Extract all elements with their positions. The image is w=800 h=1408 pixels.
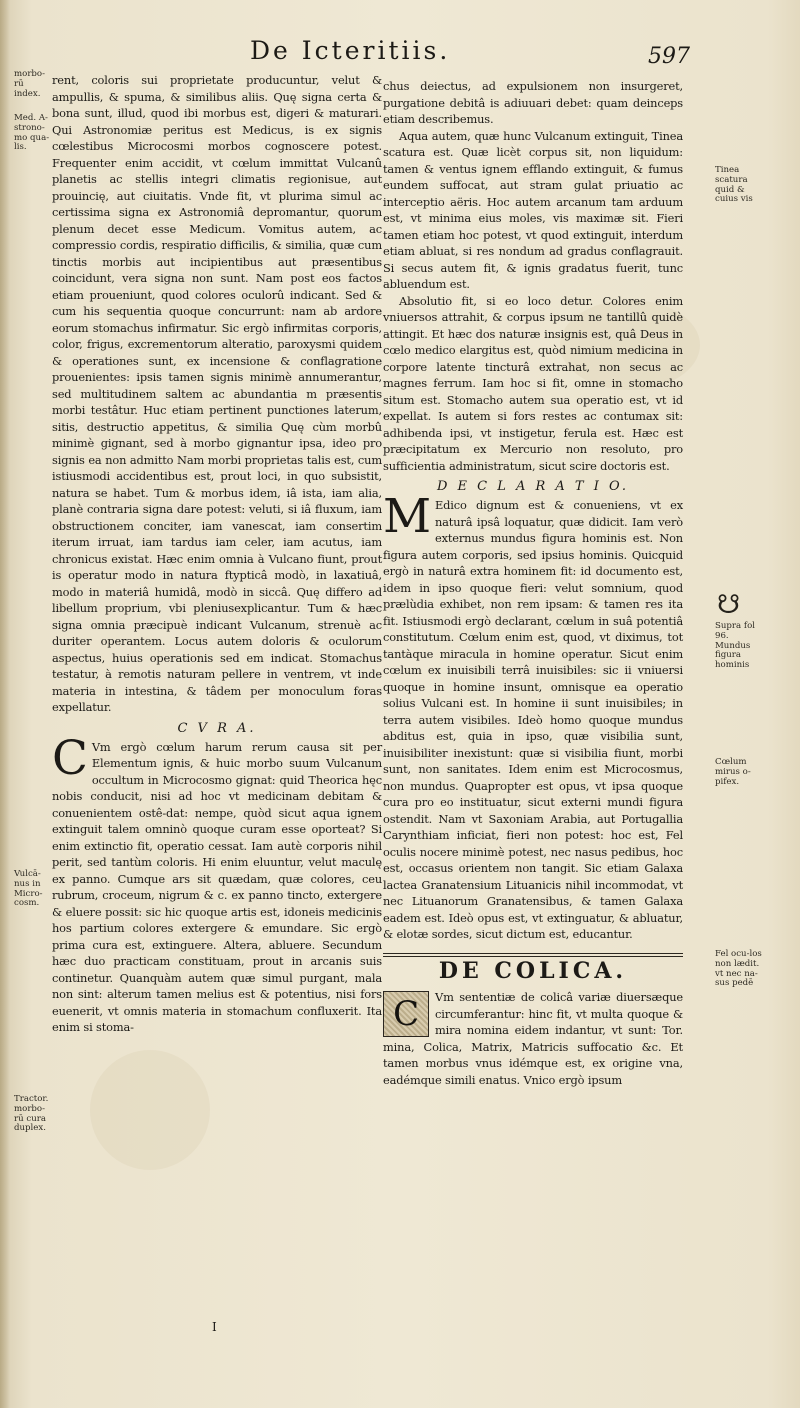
margin-note: morbo-rū index. bbox=[14, 69, 46, 99]
paragraph-declaratio bbox=[383, 489, 683, 943]
margin-note: Cœlum mirus o-pifex. bbox=[715, 757, 751, 787]
page-number: 597 bbox=[648, 44, 690, 69]
margin-note: Med. A-strono-mo qua-lis. bbox=[14, 113, 50, 153]
margin-note: Vulcā-nus in Micro-cosm. bbox=[14, 869, 43, 909]
drop-capital: C bbox=[52, 730, 88, 786]
signature-mark: I bbox=[212, 1320, 217, 1334]
drop-capital: M bbox=[383, 489, 431, 544]
section-heading-declaratio: D E C L A R A T I O. bbox=[436, 479, 630, 494]
paragraph: Absolutio fit, si eo loco detur. Colores enim vniuersos attrahit, & corpus ipsum ne tantillû quidè attingit. Et hæc dos naturæ insignis est, quâ Deus in cœlo medico elargitus est, quòd nimium medicina in corpore latente tincturâ extrahat, non secus ac magnes ferrum. Iam hoc si fit, omne in stomacho situm est. Stomacho autem sua operatio est, vt id expellat. Is autem si fors restes ac contumax sit: adhibenda ipsi, vt instigetur, ferula est. Hæc est præcipitatum ex Mercurio non resoluto, pro sufficientia administratum, sicut scire doctoris est. bbox=[383, 293, 683, 473]
astrological-symbol-icon: ☋ bbox=[717, 590, 741, 620]
chapter-heading-colica: DE COLICA. bbox=[438, 957, 628, 984]
margin-note: Supra fol 96. Mundus figura hominis bbox=[715, 621, 755, 671]
paragraph-text: Edico dignum est & conueniens, vt ex naturâ ipsâ loquatur, quæ didicit. Iam verò externus mundus figura hominis est. Non figura autem corporis, sed ipsius hominis. Quicquid ergò in naturâ extra hominem fit: id documento est, idem in ipso quoque fieri: velut somnium, quod prælùdia exhibet, non rem ipsam: & tamen res ita fit. Istiusmodi ergò declarant, cœlum in suâ potentiâ constitutum. Cœlum enim est, quod, vt diximus, tot tantàque miracula in homine operatur. Sicut enim cœlum ex inuisibili terrâ inuisibiles: sic ii vniuersi quoque in homine insunt, omnisque ea operatio solius Vulcani est. In homine ii sunt inuisibiles; in terra autem visibiles. Ideò homo quoque mundus abditus est, quia in ipso, quæ visibilia sunt, inuisibiliter inexistunt: quæ si visibilia fiunt, morbi sunt, non sanitates. Idem enim est Microcosmus, non mundus. Quapropter est opus, vt ipsa quoque cura pro eo instituatur, sicut externi mundi figura ostendit. Nam vt Saxoniam Arabia, aut Portugallia Carynthiam inficiat, fieri non potest: hoc est, Fel oculis nocere minimè potest, nec nasus pedibus, hoc est, occasus orientem non tangit. Sic etiam Galaxa lactea Granatensium Lituanicis nihil incommodat, vt nec Lituanorum Granatensibus, & tamen Galaxa eadem est. Ideò opus est, vt extinguatur, & abluatur, & elotæ sordes, sicut dictum est, educantur. bbox=[383, 498, 683, 941]
left-column bbox=[52, 72, 382, 1036]
gutter-shadow bbox=[0, 0, 10, 1408]
margin-note: Tinea scatura quid & cuius vis bbox=[715, 165, 753, 205]
page-header bbox=[250, 36, 690, 69]
paragraph: rent, coloris sui proprietate producuntur, velut & ampullis, & spuma, & similibus aliis. Quę signa certa & bona sunt, illud, quod ibi morbus est, digeri & maturari. Qui Astronomiæ peritus est Medicus, is ex signis cœlestibus Microcosmi morbos cognoscere potest. Frequenter enim accidit, vt cœlum immittat Vulcanû planetis ac stellis integri climatis regionisue, aut prouincię, aut ciuitatis. Vnde fit, vt plurima simul ac certissima signa ex Astronomiâ depromantur, quorum plenum decet esse Medicum. Vomitus autem, ac compressio cordis, respiratio difficilis, & similia, quæ cum tinctis morbis aut incipientibus aut præsentibus coincidunt, vera signa non sunt. Nam post eos factos etiam proueniunt, quod colores oculorû indicant. Sed & cum his sequentia quoque concurrunt: nam ab ardore eorum stomachus infirmatur. Sic ergò infirmitas corporis, color, frigus, excrementorum alteratio, paroxysmi quidem & operationes sunt, ex incensione & conflagratione prouenientes: ipsis tamen signis minimè annumerantur, sed multitudinem saltem ac abundantia m præsentis morbi testâtur. Huc etiam pertinent punctiones laterum, sitis, destructio appetitus, & similia Quę cùm morbû minimè gignant, sed à morbo gignantur ipsa, ideo pro signis ea non admitto Nam morbi proprietas talis est, cum istiusmodi accidentibus est, prout loci, in quo subsistit, natura se habet. Tum & morbus idem, iâ ista, iam alia, planè contraria signa dare potest: veluti, si iâ fluxum, iam obstructionem conciter, iam vanescat, iam consertim iterum irruat, iam tardus iam celer, iam acutus, iam chronicus existat. Hæc enim omnia à Vulcano fiunt, prout is operatur modo in natura ftypticâ modò, in laxatiuâ, modo in materiâ humidâ, modò in siccâ. Quę differo ad libellum proprium, vbi pleniusexplicantur. Tum & hæc signa omnia præcipuè indicant Vulcanum, strenuè ac duriter operantem. Locus autem doloris & oculorum aspectus, huius operationis sed em indicat. Stomachus testatur, à remotis naturam pellere in ventrem, vt inde materia in intestina, & tâdem per monoculum foras expellatur. bbox=[52, 73, 382, 714]
paragraph-cura bbox=[52, 730, 382, 1036]
paragraph: chus deiectus, ad expulsionem non insurgeret, purgatione debitâ is adiuuari debet: quam deinceps etiam describemus. bbox=[383, 79, 683, 126]
paragraph-text: Vm ergò cœlum harum rerum causa sit per Elementum ignis, & huic morbo suum Vulcanum occultum in Microcosmo gignat: quid Theorica hęc nobis conducit, nisi ad hoc vt medicinam debitam & conuenientem ostê-dat: nempe, quòd sicut aqua ignem extinguit talem omninò quoque curam esse oporteat? Si enim extinctio fit, operatio cessat. Iam autè corporis nihil perit, sed tantùm coloris. Hi enim eluuntur, velut maculę ex panno. Cumque ars sit quædam, quæ colores, ceu rubrum, croceum, nigrum & c. ex panno tincto, extergere & eluere possit: sic hic quoque artis est, idoneis medicinis hos partium colores extergere & emundare. Sic ergò prima cura est, extinguere. Altera, abluere. Secundum hæc duo practicam constituam, prout in arcanis suis continetur. Quanquàm autem quæ simul purgant, mala non sint: alterum tamen melius est & potentius, nisi fors euenerit, vt omnis materia in stomachum confluxerit. Ita enim si stoma- bbox=[52, 739, 382, 1034]
section-heading-cura: C V R A. bbox=[177, 720, 257, 736]
right-column bbox=[383, 78, 683, 1088]
margin-note: Tractor. morbo-rū cura duplex. bbox=[14, 1094, 49, 1134]
paragraph: Aqua autem, quæ hunc Vulcanum extinguit, Tinea scatura est. Quæ licèt corpus sit, non liquidum: tamen & ventus ignem efflando extinguit, & fumus eundem suffocat, aut stram gulat priuatio ac interceptio aëris. Hoc autem arcanum tam arduum est, vt minima eius moles, vis maximæ sit. Fieri tamen etiam hoc potest, vt quod extinguit, interdum etiam abluat, si res nondum ad gradus conflagrauit. Si secus autem fit, & ignis gradatus fuerit, tunc abluendum est. bbox=[383, 128, 683, 291]
ornamental-initial-icon: C bbox=[383, 991, 429, 1037]
paper-stain bbox=[90, 1050, 210, 1170]
margin-note: Fel ocu-los non lædit. vt nec na-sus pedē bbox=[715, 949, 762, 989]
section-divider bbox=[383, 953, 683, 957]
running-title: De Icteritiis. bbox=[250, 36, 451, 65]
paragraph-text: Vm sententiæ de colicâ variæ diuersæque circumferantur: hinc fit, vt multa quoque & mira nomina eidem indantur, vt sunt: Tor. mina, Colica, Matrix, Matricis suffocatio &c. Et tamen morbus vnus idémque est, ex origine vna, eadémque simili enatus. Vnico ergò ipsum bbox=[383, 990, 683, 1087]
paragraph-colica bbox=[383, 989, 683, 1088]
